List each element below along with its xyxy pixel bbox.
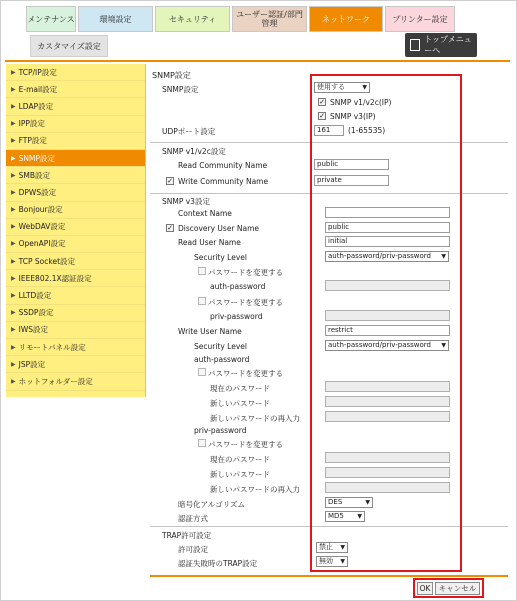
- arrow-right-icon: ▶: [11, 240, 16, 248]
- sidebar-item-label: JSP設定: [18, 359, 46, 369]
- tab-network[interactable]: ネットワーク: [309, 6, 383, 32]
- write-security-level-value: auth-password/priv-password: [328, 341, 432, 349]
- sidebar-item-webdav[interactable]: [6, 219, 145, 236]
- read-auth-change-label: パスワードを変更する: [208, 268, 283, 277]
- tab-security[interactable]: セキュリティ: [155, 6, 230, 32]
- discovery-user-checkbox[interactable]: ✓: [167, 224, 173, 232]
- sidebar-item-jsp[interactable]: [6, 356, 145, 373]
- arrow-right-icon: ▶: [11, 120, 16, 128]
- sidebar-item-label: LLTD設定: [18, 291, 52, 301]
- sidebar-item-label: TCP Socket設定: [18, 256, 76, 266]
- arrow-right-icon: ▶: [11, 274, 16, 282]
- write-priv-new-label: 新しいパスワード: [210, 470, 270, 479]
- sidebar-item-label: Bonjour設定: [18, 205, 63, 215]
- encryption-value: DES: [328, 498, 343, 506]
- write-auth-confirm-label: 新しいパスワードの再入力: [210, 414, 300, 423]
- trap-allow-label: 許可設定: [178, 545, 208, 554]
- write-user-input[interactable]: restrict: [325, 325, 450, 336]
- snmp-setting-label: SNMP設定: [162, 85, 199, 94]
- sidebar-item-iws[interactable]: [6, 322, 145, 339]
- arrow-right-icon: ▶: [11, 154, 16, 162]
- caret-down-icon: ▼: [441, 342, 446, 349]
- arrow-right-icon: ▶: [11, 68, 16, 76]
- read-security-level-value: auth-password/priv-password: [328, 252, 432, 260]
- arrow-right-icon: ▶: [11, 171, 16, 179]
- sidebar-item-label: リモートパネル設定: [18, 342, 86, 352]
- sidebar-item-label: SMB設定: [18, 170, 51, 180]
- ok-button[interactable]: OK: [417, 582, 433, 595]
- sidebar-item-dpws[interactable]: [6, 184, 145, 201]
- arrow-right-icon: ▶: [11, 188, 16, 196]
- tab-maintenance[interactable]: メンテナンス: [26, 6, 76, 32]
- sidebar-item-label: DPWS設定: [18, 187, 57, 197]
- sidebar-item-tcp-socket[interactable]: [6, 253, 145, 270]
- caret-down-icon: ▼: [362, 84, 367, 91]
- read-community-input[interactable]: public: [314, 159, 389, 170]
- caret-down-icon: ▼: [365, 499, 370, 506]
- trap-allow-value: 禁止: [319, 543, 333, 551]
- sidebar-item-hot-folder[interactable]: [6, 373, 145, 390]
- snmp-v3-checkbox[interactable]: ✓: [319, 112, 325, 120]
- sidebar-item-ieee8021x[interactable]: [6, 270, 145, 287]
- tab-printer[interactable]: プリンター設定: [385, 6, 455, 32]
- snmp-enable-value: 使用する: [317, 83, 345, 91]
- caret-down-icon: ▼: [340, 558, 345, 565]
- snmp-v1v2c-checkbox[interactable]: ✓: [319, 98, 325, 106]
- sidebar-item-label: LDAP設定: [18, 101, 54, 111]
- write-security-level-label: Security Level: [194, 342, 247, 351]
- sidebar-item-smb[interactable]: [6, 167, 145, 184]
- caret-down-icon: ▼: [340, 544, 345, 551]
- udp-port-input[interactable]: 161: [314, 125, 344, 136]
- write-user-label: Write User Name: [178, 327, 242, 336]
- trap-auth-fail-value: 無効: [319, 557, 333, 565]
- trap-auth-fail-label: 認証失敗時のTRAP設定: [178, 559, 258, 568]
- trap-section-title: TRAP許可設定: [162, 531, 212, 540]
- auth-method-label: 認証方式: [178, 514, 208, 523]
- write-auth-change-checkbox[interactable]: [198, 368, 206, 376]
- write-community-label: Write Community Name: [178, 177, 269, 186]
- write-auth-current-label: 現在のパスワード: [210, 384, 270, 393]
- arrow-right-icon: ▶: [11, 343, 16, 351]
- sidebar-item-snmp[interactable]: [6, 150, 145, 167]
- sidebar-item-ftp[interactable]: [6, 133, 145, 150]
- sidebar-item-openapi[interactable]: [6, 236, 145, 253]
- context-name-label: Context Name: [178, 209, 232, 218]
- top-menu-label: トップメニューへ: [424, 35, 472, 55]
- arrow-right-icon: ▶: [11, 206, 16, 214]
- write-auth-change-label: パスワードを変更する: [208, 369, 283, 378]
- sidebar-item-label: ホットフォルダー設定: [18, 376, 93, 386]
- discovery-user-label: Discovery User Name: [178, 224, 260, 233]
- read-priv-change-label: パスワードを変更する: [208, 298, 283, 307]
- sidebar-item-tcpip[interactable]: [6, 64, 145, 81]
- header-divider: [5, 60, 510, 62]
- read-priv-change-checkbox[interactable]: [198, 297, 206, 305]
- sidebar-item-label: FTP設定: [18, 136, 47, 146]
- tab-environment[interactable]: 環境設定: [78, 6, 153, 32]
- top-tab-bar: [26, 6, 491, 32]
- sidebar-item-ssdp[interactable]: [6, 305, 145, 322]
- sidebar-item-label: IEEE802.1X認証設定: [18, 273, 92, 283]
- sidebar-item-label: IWS設定: [18, 325, 49, 335]
- read-auth-password-label: auth-password: [210, 282, 266, 291]
- highlight-box-settings: [310, 74, 462, 572]
- auth-method-value: MD5: [328, 512, 344, 520]
- write-community-input[interactable]: private: [314, 175, 389, 186]
- sidebar-item-bonjour[interactable]: [6, 202, 145, 219]
- sidebar-item-lltd[interactable]: [6, 287, 145, 304]
- arrow-right-icon: ▶: [11, 223, 16, 231]
- sidebar-item-label: SNMP設定: [18, 153, 55, 163]
- snmp-v3-label: SNMP v3(IP): [330, 112, 376, 121]
- tab-customize[interactable]: カスタマイズ設定: [30, 35, 108, 57]
- sidebar: [6, 64, 146, 397]
- home-icon: [410, 39, 420, 51]
- sidebar-item-ldap[interactable]: [6, 98, 145, 115]
- sidebar-item-label: IPP設定: [18, 119, 45, 129]
- arrow-right-icon: ▶: [11, 360, 16, 368]
- cancel-button[interactable]: キャンセル: [435, 582, 480, 595]
- tab-user-auth[interactable]: ユーザー認証/部門管理: [232, 6, 307, 32]
- read-user-input[interactable]: initial: [325, 236, 450, 247]
- write-priv-password-label: priv-password: [194, 426, 247, 435]
- sidebar-item-email[interactable]: [6, 81, 145, 98]
- arrow-right-icon: ▶: [11, 257, 16, 265]
- discovery-user-input[interactable]: public: [325, 222, 450, 233]
- sidebar-item-label: OpenAPI設定: [18, 239, 66, 249]
- write-priv-current-label: 現在のパスワード: [210, 455, 270, 464]
- udp-port-label: UDPポート設定: [162, 127, 216, 136]
- caret-down-icon: ▼: [357, 513, 362, 520]
- read-auth-change-checkbox[interactable]: [198, 267, 206, 275]
- page-title: SNMP設定: [152, 71, 191, 80]
- udp-port-range: (1-65535): [348, 126, 386, 135]
- arrow-right-icon: ▶: [11, 309, 16, 317]
- v3-section-title: SNMP v3設定: [162, 197, 210, 206]
- top-menu-button[interactable]: [405, 33, 477, 57]
- encryption-label: 暗号化アルゴリズム: [178, 500, 246, 509]
- read-community-label: Read Community Name: [178, 161, 268, 170]
- caret-down-icon: ▼: [441, 253, 446, 260]
- read-priv-password-label: priv-password: [210, 312, 263, 321]
- write-priv-change-checkbox[interactable]: [198, 439, 206, 447]
- write-priv-change-label: パスワードを変更する: [208, 440, 283, 449]
- read-security-level-label: Security Level: [194, 253, 247, 262]
- sidebar-item-label: SSDP設定: [18, 308, 54, 318]
- arrow-right-icon: ▶: [11, 377, 16, 385]
- arrow-right-icon: ▶: [11, 292, 16, 300]
- arrow-right-icon: ▶: [11, 102, 16, 110]
- write-community-checkbox[interactable]: ✓: [167, 177, 173, 185]
- write-auth-new-label: 新しいパスワード: [210, 399, 270, 408]
- snmp-v1v2c-label: SNMP v1/v2c(IP): [330, 98, 392, 107]
- read-user-label: Read User Name: [178, 238, 241, 247]
- arrow-right-icon: ▶: [11, 326, 16, 334]
- sidebar-item-label: TCP/IP設定: [18, 67, 57, 77]
- sidebar-item-ipp[interactable]: [6, 116, 145, 133]
- sidebar-item-label: E-mail設定: [18, 84, 58, 94]
- write-auth-password-label: auth-password: [194, 355, 250, 364]
- v1v2c-section-title: SNMP v1/v2c設定: [162, 147, 226, 156]
- footer-divider: [150, 575, 508, 577]
- write-priv-confirm-label: 新しいパスワードの再入力: [210, 485, 300, 494]
- sidebar-item-remote-panel[interactable]: [6, 339, 145, 356]
- arrow-right-icon: ▶: [11, 137, 16, 145]
- arrow-right-icon: ▶: [11, 85, 16, 93]
- sidebar-item-label: WebDAV設定: [18, 222, 66, 232]
